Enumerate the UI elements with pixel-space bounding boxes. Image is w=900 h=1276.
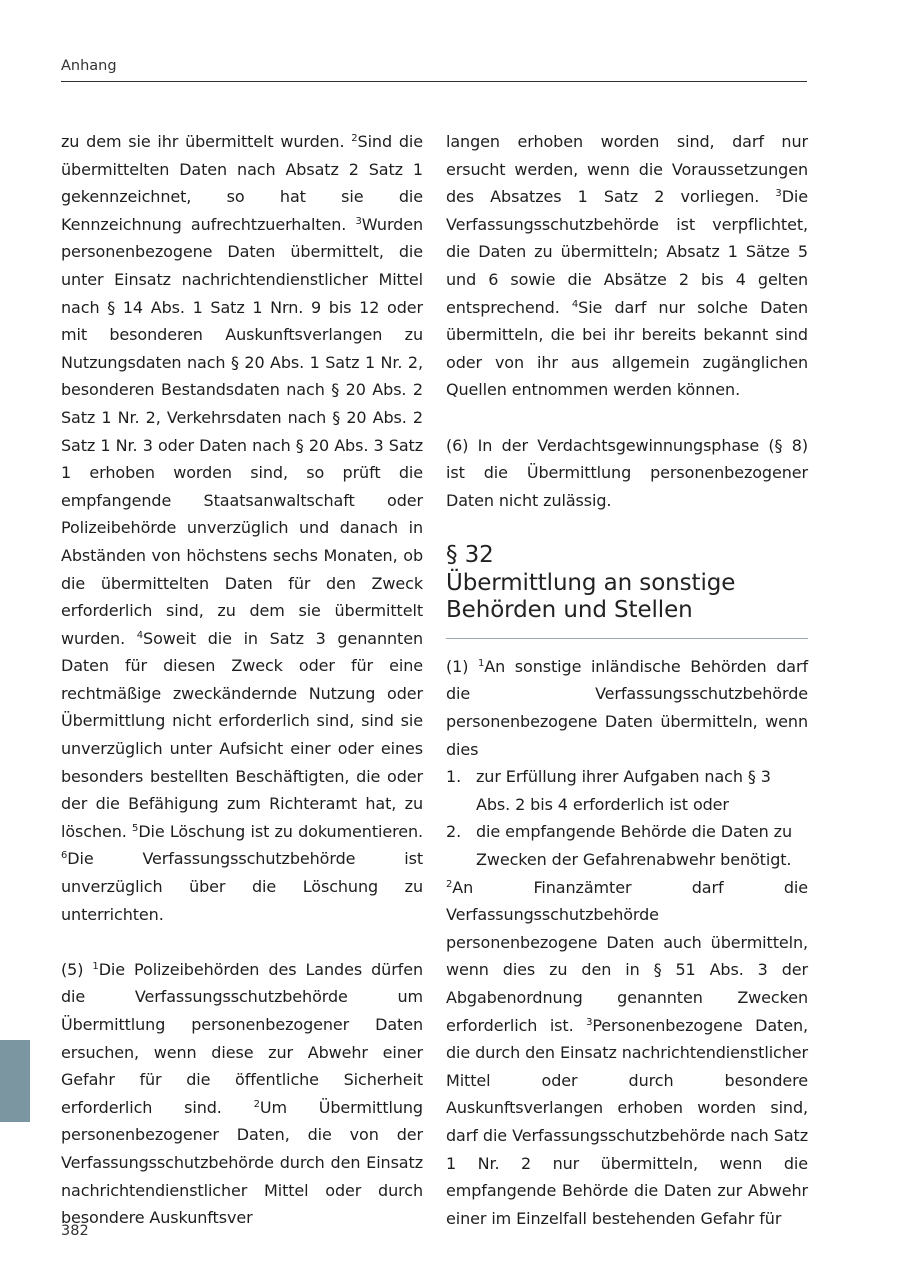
sentence-number: 4 (571, 298, 579, 310)
list-text: die empfangende Behörde die Daten zu Zwecken der Gefahrenabwehr benötigt. (476, 822, 792, 869)
sentence-number: 2 (446, 878, 453, 890)
sentence-number: 1 (478, 657, 485, 669)
header-divider (61, 81, 807, 82)
sentence-number: 3 (775, 188, 782, 200)
paragraph-6: (6) In der Verdachtsgewinnungsphase (§ 8) ist die Übermittlung personenbezogener Daten nicht zulässig. (446, 435, 808, 510)
section-heading (446, 542, 808, 625)
chapter-tab-marker (0, 1040, 30, 1122)
section-title-line-2: Behörden und Stellen (446, 597, 693, 624)
list-number: 1. (446, 767, 462, 787)
section-title-line-1: Übermittlung an sonstige (446, 569, 736, 596)
numbered-list (446, 763, 808, 873)
sentence-number: 4 (136, 629, 144, 641)
paragraph-continued: langen erhoben worden sind, darf nur ersucht werden, wenn die Voraussetzungen des Absatzes 1 Satz 2 vorliegen. $^3$Die Verfassungsschutzbehörde ist verpflichtet, die Daten zu übermitteln; Absatz 1 Sätze 5 und 6 sowie die Absätze 2 bis 4 gelten entsprechend. $^4$Sie darf nur solche Daten übermitteln, die bei ihr bereits bekannt sind oder von ihr aus allgemein zugänglichen Quellen entnommen werden können. (446, 132, 808, 400)
paragraph: zu dem sie ihr übermittelt wurden. $^2$Sind die übermittelten Daten nach Absatz 2 Satz 1 gekennzeichnet, so hat sie die Kennzeichnung aufrechtzuerhalten. $^3$Wurden personenbezogene Daten übermittelt, die unter Einsatz nachrichtendienstlicher Mittel nach § 14 Abs. 1 Satz 1 Nrn. 9 bis 12 oder mit besonderen Auskunftsverlangen zu Nutzungsdaten nach § 20 Abs. 1 Satz 1 Nr. 2, besonderen Bestandsdaten nach § 20 Abs. 2 Satz 1 Nr. 2, Verkehrsdaten nach § 20 Abs. 2 Satz 1 Nr. 3 oder Daten nach § 20 Abs. 3 Satz 1 erhoben worden sind, so prüft die empfangende Staatsanwaltschaft oder Polizeibehörde unverzüglich und danach in Abständen von höchstens sechs Monaten, ob die übermittelten Daten für den Zweck erforderlich sind, zu dem sie übermittelt wurden. $^4$Soweit die in Satz 3 genannten Daten für diesen Zweck oder für eine rechtmäßige zweckändernde Nutzung oder Übermittlung nicht erforderlich sind, sind sie unverzüglich unter Aufsicht einer oder eines besonders bestellten Beschäftigten, die oder der die Befähigung zum Richteramt hat, zu löschen. $^5$Die Löschung ist zu dokumentieren. $^6$Die Verfassungsschutzbehörde ist unverzüglich über die Löschung zu unterrichten. (61, 132, 423, 924)
section-number: § 32 (446, 542, 494, 569)
paragraph-5: (5) $^1$Die Polizeibehörden des Landes dürfen die Verfassungsschutzbehörde um Übermittlung personenbezogener Daten ersuchen, wenn diese zur Abwehr einer Gefahr für die öffentliche Sicherheit erforderlich sind. $^2$Um Übermittlung personenbezogener Daten, die von der Verfassungsschutzbehörde durch den Einsatz nachrichtendienstlicher Mittel oder durch besondere Auskunftsver (61, 959, 424, 1228)
list-text: zur Erfüllung ihrer Aufgaben nach § 3 Abs. 2 bis 4 erforderlich ist oder (476, 767, 771, 814)
sentence-number: 6 (61, 850, 68, 862)
list-item (446, 818, 808, 873)
paragraph-1: (1) $^1$An sonstige inländische Behörden darf die Verfassungsschutzbehörde personenbezogene Daten übermitteln, wenn dies (446, 656, 808, 759)
sentence-number: 2 (253, 1098, 260, 1110)
sentence-number: 2 (351, 133, 358, 144)
paragraph-continuation: $^2$An Finanzämter darf die Verfassungsschutzbehörde personenbezogene Daten auch übermitteln, wenn dies zu den in § 51 Abs. 3 der Abgabenordnung genannten Zwecken erforderlich ist. $^3$Personenbezogene Daten, die durch den Einsatz nachrichtendienstlicher Mittel oder durch besondere Auskunftsverlangen erhoben worden sind, darf die Verfassungsschutzbehörde nach Satz 1 Nr. 2 nur übermitteln, wenn die empfangende Behörde die Daten zur Abwehr einer im Einzelfall bestehenden Gefahr für (446, 877, 808, 1228)
sentence-number: 3 (355, 215, 362, 227)
left-column (61, 128, 423, 1232)
page-number: 382 (61, 1223, 89, 1239)
right-column (446, 128, 808, 1232)
list-number: 2. (446, 822, 462, 842)
sentence-number: 1 (92, 960, 99, 972)
running-header: Anhang (61, 58, 117, 74)
section-divider (446, 638, 808, 639)
sentence-number: 3 (586, 1016, 593, 1028)
list-item (446, 763, 808, 818)
sentence-number: 5 (132, 822, 139, 834)
